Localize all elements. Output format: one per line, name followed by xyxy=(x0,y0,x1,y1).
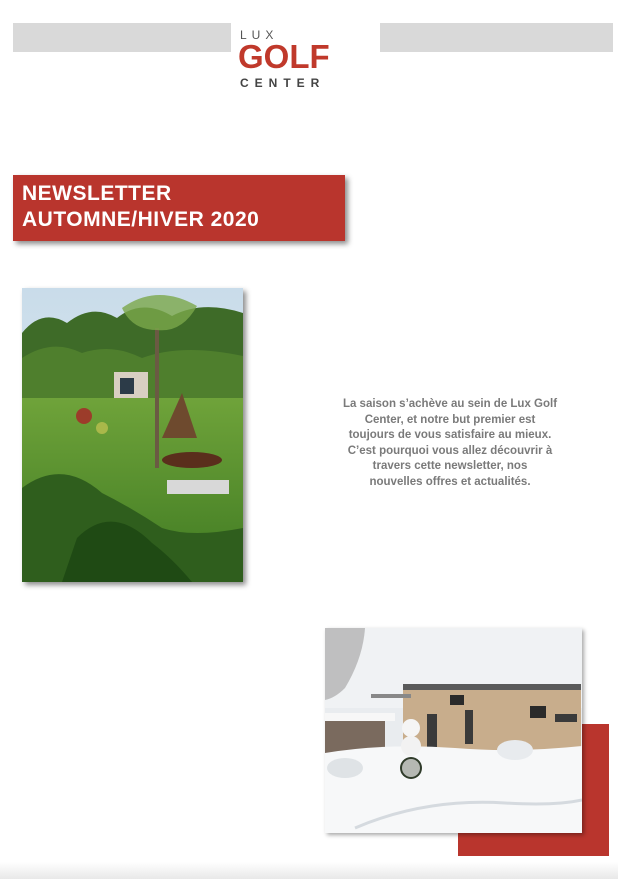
logo-golf-text: GOLF xyxy=(238,38,330,75)
header-bar-left xyxy=(13,23,231,52)
lux-golf-center-logo xyxy=(238,28,372,90)
logo-lux-text: LUX xyxy=(240,28,279,42)
page-bottom-shade xyxy=(0,862,618,879)
logo-center-text: CENTER xyxy=(240,76,326,90)
newsletter-title-box xyxy=(13,175,345,241)
intro-paragraph: La saison s’achève au sein de Lux Golf Center, et notre but premier est toujours de vous satisfaire au mieux. C’est pourquoi vous allez découvrir à travers cette newsletter, nos nouvelles offres et actualités. xyxy=(342,398,558,488)
title-line-2: AUTOMNE/HIVER 2020 xyxy=(22,208,260,231)
winter-clubhouse-photo xyxy=(325,628,582,833)
summer-garden-photo xyxy=(22,288,243,582)
title-line-1: NEWSLETTER xyxy=(22,182,172,205)
header-bar-right xyxy=(380,23,613,52)
